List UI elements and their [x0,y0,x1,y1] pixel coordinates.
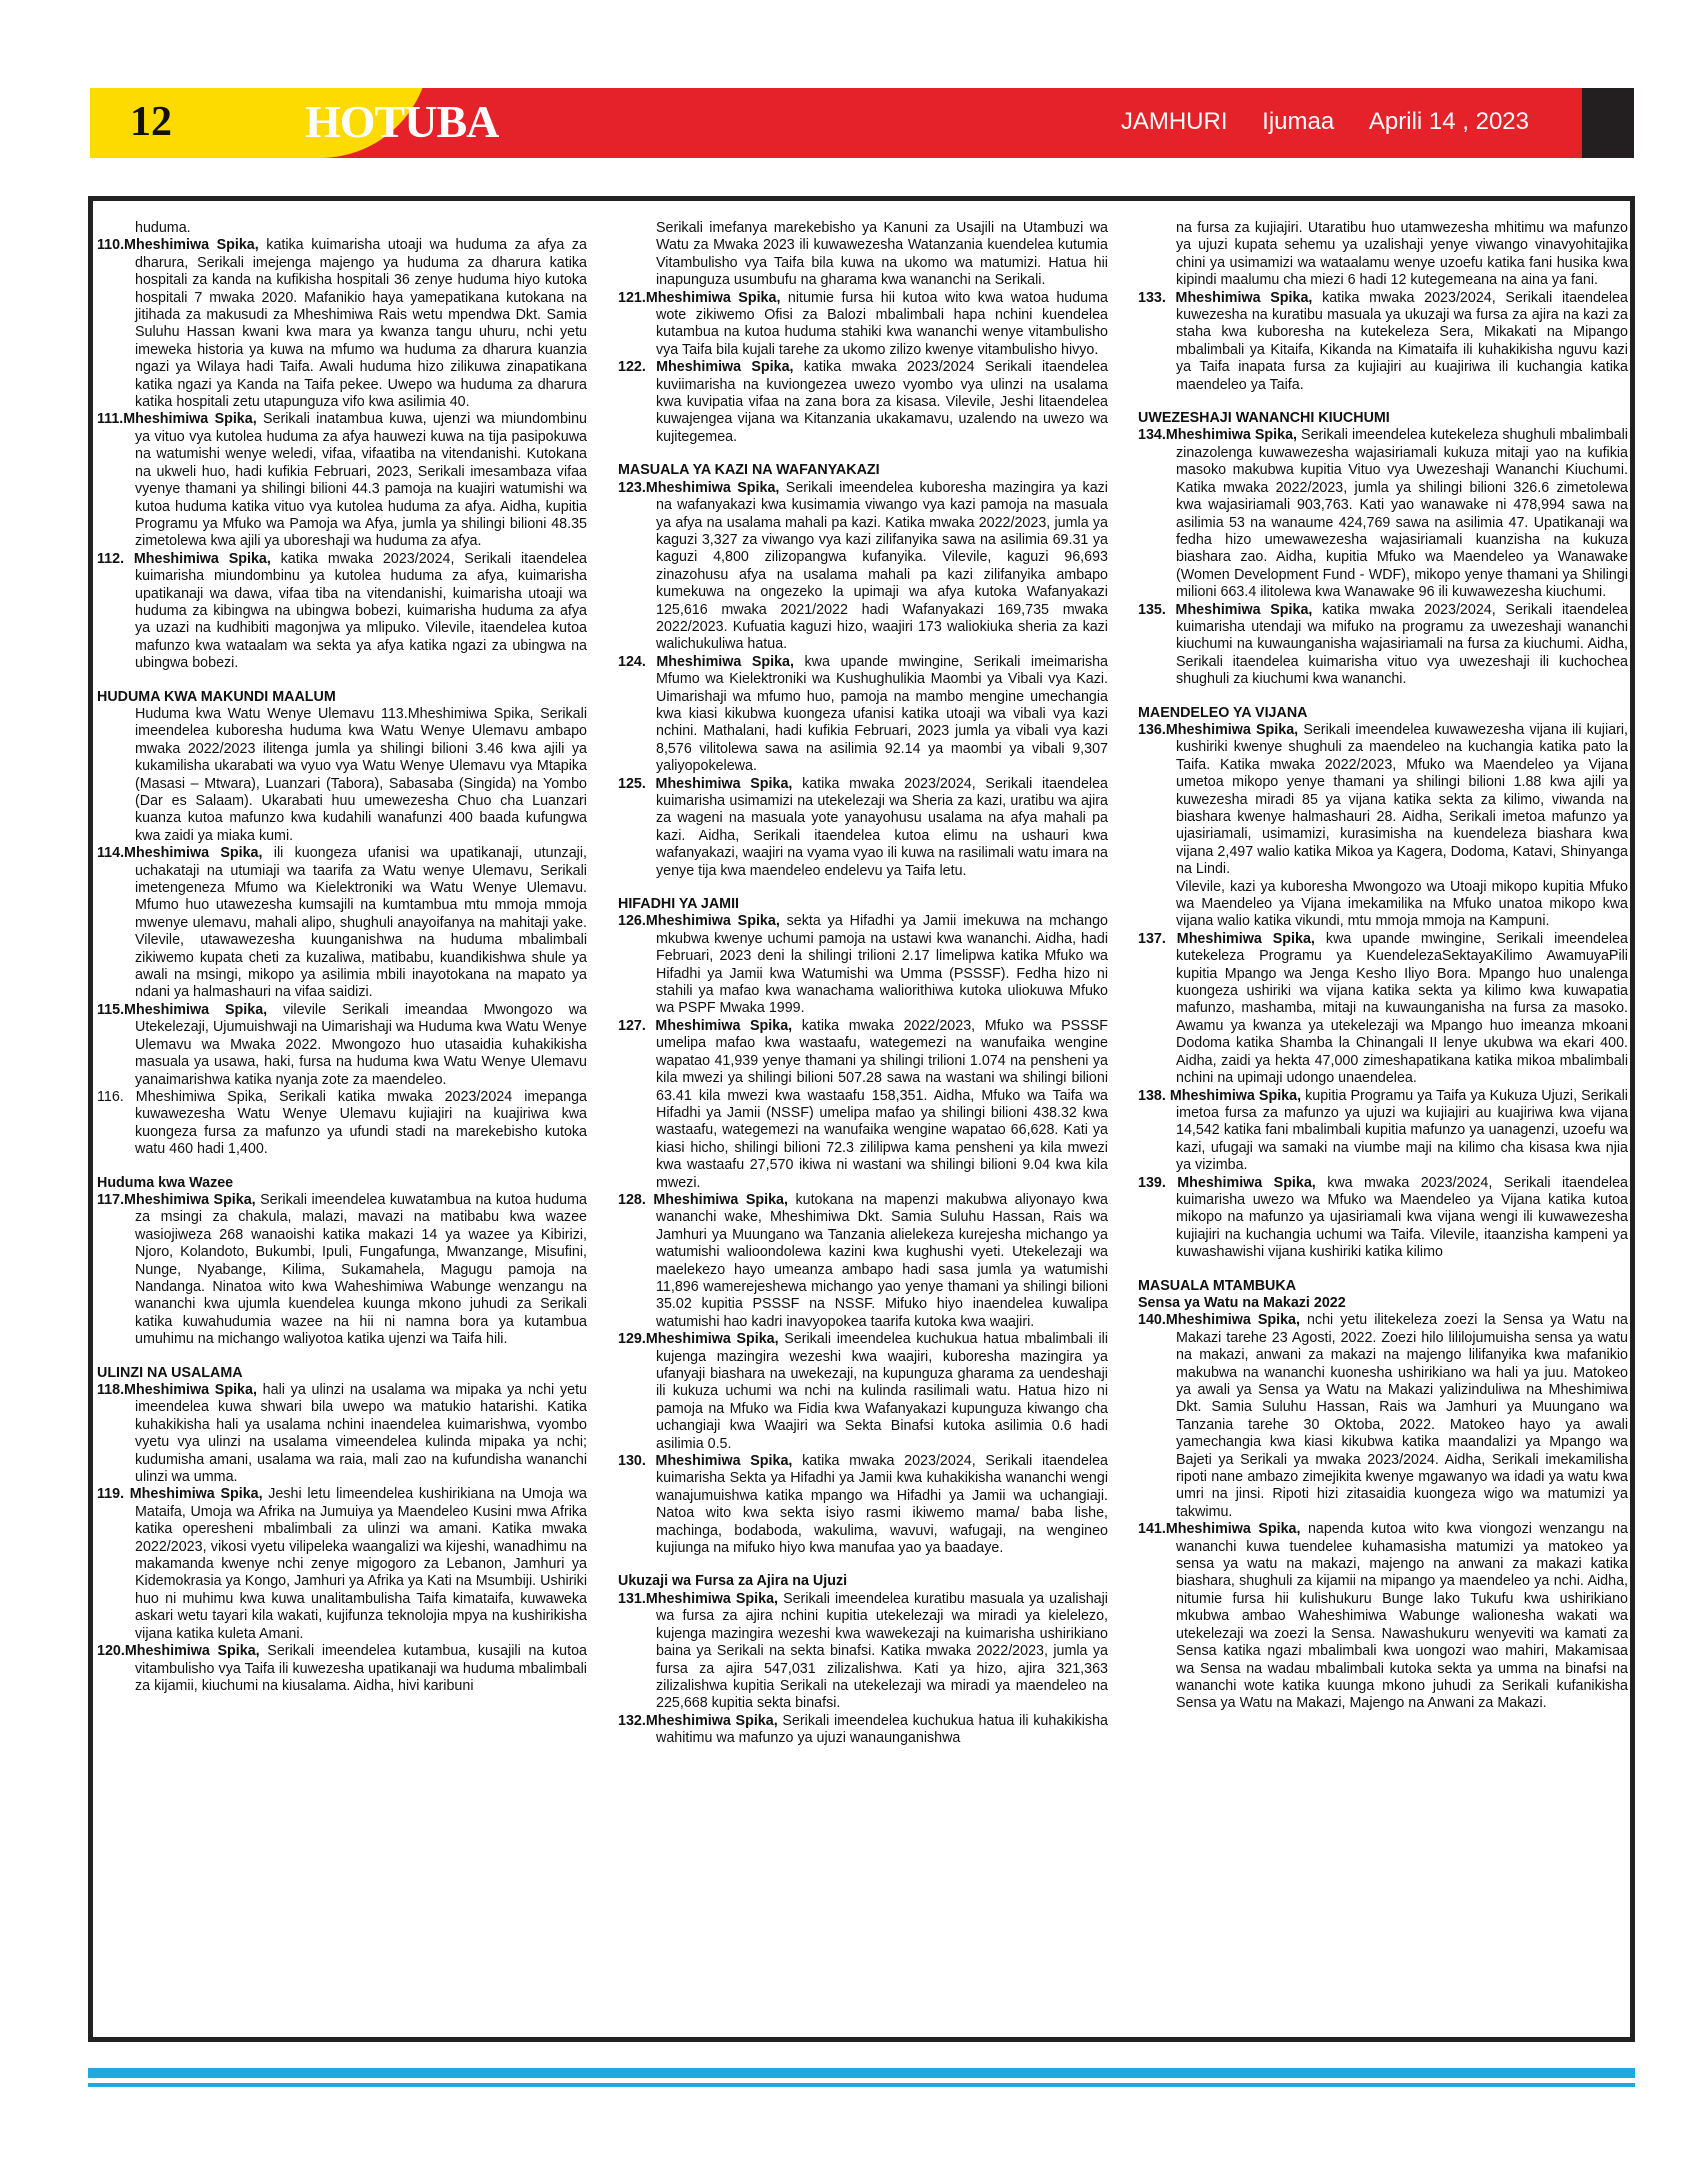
numbered-paragraph [618,480,1108,654]
paragraph-text: katika mwaka 2022/2023, Mfuko wa PSSSF umelipa mafao kwa wastaafu, wategemezi na wanufaika wengine wapatao 41,939 yenye thamani ya shilingi trilioni 1.074 na pensheni ya kila mwezi ya shilingi bilioni 507.28 sawa na wastani wa shilingi bilioni 63.41 kila mwezi kwa wastaafu 158,351. Aidha, Mfuko wa Taifa wa Hifadhi ya Jamii (NSSF) umelipa mafao ya shilingi bilioni 438.32 kwa wastaafu, wategemezi na wanufaika wengine wapatao 66,628. Kati ya kiasi hicho, shilingi bilioni 72.3 zililipwa kama pensheni ya kila mwezi kwa wastaafu 27,570 ikiwa ni wastani wa shilingi bilioni 9.04 kwa kila mwezi. [656,1017,1108,1191]
section-heading: ULINZI NA USALAMA [97,1364,243,1381]
section-heading: MAENDELEO YA VIJANA [1138,704,1308,721]
paragraph-number: 130. [618,1453,646,1470]
paragraph-number: 111. [97,411,124,428]
paragraph-text: kwa mwaka 2023/2024, Serikali itaendelea kuimarisha uwezo wa Mfuko wa Maendeleo ya Vijana katika kutoa mikopo na mafunzo ya ujasiriamali kwa vijana wengi ili kuwawezesha kujiajiri na kuchangia uchumi wa Taifa. Vilevile, itaanzisha kampeni ya kuwashawishi vijana kushiriki katika kilimo [1176,1174,1628,1261]
section-heading: Sensa ya Watu na Makazi 2022 [1138,1294,1346,1311]
paragraph-text: katika mwaka 2023/2024, Serikali itaendelea kuimarisha Sekta ya Hifadhi ya Jamii kwa kuhakikisha wananchi wengi wanajumuishwa katika mpango wa Hifadhi ya Jamii wa uchangiaji. Natoa wito kwa sekta isiyo rasmi ikiwemo mama/ baba lishe, machinga, bodaboda, wakulima, wavuvi, wafugaji, na wengineo kujiunga na mifuko hiyo kwa manufaa yao ya baadaye. [656,1453,1108,1557]
paragraph-text: Serikali imeendelea kuwatambua na kutoa huduma za msingi za chakula, malazi, mavazi na matibabu kwa wazee wasiojiweza 268 wanaoishi katika makazi 14 ya wazee ya Kibirizi, Njoro, Kolandoto, Bukumbi, Ipuli, Fungafunga, Mwanzange, Misufini, Nunge, Nyabange, Kilima, Sukamahela, Magugu pamoja na Nandanga. Ninatoa wito kwa Waheshimiwa Wabunge wenzangu na wananchi kwa ujumla kuendelea kuunga mkono juhudi za Serikali katika kuwahudumia wazee na hii ni namna bora ya kutambua umuhimu na michango waliyotoa katika ujenzi wa Taifa hili. [135,1191,587,1348]
paragraph-lead: Mheshimiwa Spika, [124,845,263,862]
section-heading: HIFADHI YA JAMII [618,896,740,913]
paragraph-lead: Mheshimiwa Spika, [1165,1087,1302,1104]
paragraph-text: katika kuimarisha utoaji wa huduma za afya za dharura, Serikali imejenga majengo ya huduma za dharura katika hospitali za kanda na kufikisha hospitali 36 zenye huduma hiyo kutoka hospitali 7 mwaka 2020. Mafanikio haya yamepatikana kutokana na jitihada za makusudi za Mheshimiwa Rais wetu mpendwa Dkt. Samia Suluhu Hassan kwani kwa mara ya kwanza tangu uhuru, nchi yetu imeweka historia ya kuwa na mfumo wa huduma za dharura kuanzia ngazi ya Wilaya hadi Taifa. Awali huduma hizo zilikuwa zinapatikana katika ngazi ya Kanda na Taifa pekee. Uwepo wa huduma za dharura katika hospitali zetu utapunguza vifo kwa asilimia 40. [135,237,587,411]
paragraph-number: 118. [97,1382,125,1398]
paragraph-lead: Mheshimiwa Spika, [124,1486,263,1503]
paragraph-lead: Mheshimiwa Spika, [645,1712,778,1729]
numbered-paragraph [618,1018,1108,1192]
paragraph-text: Serikali imeendelea kuratibu masuala ya uzalishaji wa fursa za ajira nchini kupitia utekelezaji wa miradi ya kielelezo, kujenga mazingira wezeshi kwa wawekezaji na kuimarisha ushirikiano baina ya Serikali na sekta binafsi. Katika mwaka 2022/2023, jumla ya fursa za ajira 547,031 zilizalishwa. Kati ya hizo, ajira 321,363 zilizalishwa kupitia Serikali na utekelezaji wa miradi ya maendeleo na 225,668 kupitia sekta binafsi. [656,1590,1108,1712]
footer-rule-thick [88,2068,1635,2078]
paragraph-lead: Mheshimiwa Spika, [645,479,780,496]
numbered-paragraph [97,1486,587,1643]
paragraph-number: 115. [97,1001,125,1018]
section-heading: Ukuzaji wa Fursa za Ajira na Ujuzi [618,1573,848,1590]
paragraph-text: Jeshi letu limeendelea kushirikiana na Umoja wa Mataifa, Umoja wa Afrika na Jumuiya ya Maendeleo Kusini mwa Afrika katika operesheni mbalimbali za ulinzi wa amani. Katika mwaka 2022/2023, vikosi vyetu vilipeleka waangalizi wa kijeshi, wanadhimu na makamanda kwenye nchi zenye migogoro za Lebanon, Jamhuri ya Kidemokrasia ya Kongo, Jamhuri ya Afrika ya Kati na Msumbiji. Ushiriki huo ni muhimu kwa kuwa unalitambulisha Taifa kimataifa, kuwaweka askari wetu tayari kila wakati, kujifunza teknolojia mpya na kushirikisha vijana katika kuleta Amani. [135,1486,587,1642]
header-dark-block [1582,88,1634,158]
paragraph-number: 141. [1138,1521,1166,1538]
paragraph-number: 126. [618,913,646,930]
page-number: 12 [130,99,172,145]
paragraph-lead: Mheshimiwa Spika, [124,1001,268,1018]
paragraph-number: 116. [97,1088,124,1105]
numbered-paragraph [1138,931,1628,1088]
paragraph-lead: Mheshimiwa Spika, [124,550,271,567]
paragraph-text: sekta ya Hifadhi ya Jamii imekuwa na mchango mkubwa kwenye uchumi pamoja na ustawi kwa wananchi. Aidha, hadi Februari, 2023 deni la shilingi trilioni 2.17 limelipwa katika Mfuko wa Hifadhi ya Jamii kwa Watumishi wa Umma (PSSSF). Fedha hizo ni stahili ya mafao kwa wanachama waliorithiwa kutoka uliokuwa Mfuko wa PSPF Mwaka 1999. [656,913,1108,1017]
paragraph-number: 133. [1138,289,1166,306]
numbered-paragraph [618,290,1108,360]
paragraph-lead: Mheshimiwa Spika, [124,1643,260,1660]
paragraph-lead: Mheshimiwa Spika, [1165,1174,1316,1191]
paragraph-lead: Mheshimiwa Spika, [1165,289,1313,306]
paragraph-text: Serikali imeendelea kuchukua hatua ili kuhakikisha wahitimu wa mafunzo ya ujuzi wanaunganishwa [656,1712,1108,1747]
paragraph-continued: Vilevile, kazi ya kuboresha Mwongozo wa Utoaji mikopo kupitia Mfuko wa Maendeleo ya Vijana imekamilika na Mfuko unatoa mikopo kwa vijana walio katika vikundi, mtu mmoja mmoja na Kampuni. [1176,878,1628,930]
publication-date: Aprili 14 , 2023 [1368,108,1529,135]
numbered-paragraph [618,1713,1108,1748]
paragraph-lead: Mheshimiwa Spika, [123,411,257,428]
numbered-paragraph [1138,1175,1628,1262]
numbered-paragraph [1138,290,1628,394]
paragraph-number: 131. [618,1590,646,1607]
paragraph-lead: Mheshimiwa Spika, [1165,1521,1301,1538]
paragraph-text: Serikali imeendelea kuwawezesha vijana ili kujiari, kushiriki kwenye shughuli za maendeleo na kuchangia katika pato la Taifa. Katika mwaka 2022/2023, Mfuko wa Maendeleo ya Vijana umetoa mikopo yenye thamani ya shilingi bilioni 1.88 kwa ajili ya kuwezesha miradi 85 ya vijana katika sekta za kilimo, viwanda na biashara kwenye halmashauri 28. Aidha, Serikali imetoa mafunzo ya ujasiriamali, usimamizi, kurasimisha na kuendeleza biashara kwa vijana 2,497 walio katika Mikoa ya Kagera, Dodoma, Katavi, Shinyanga na Lindi. [1176,721,1628,878]
numbered-paragraph [97,411,587,550]
numbered-paragraph [1138,1521,1628,1712]
paragraph-lead: Mheshimiwa Spika, [645,653,794,670]
publication-name: JAMHURI [1120,108,1228,135]
numbered-paragraph [1138,602,1628,689]
paragraph-text: kupitia Programu ya Taifa ya Kukuza Ujuzi, Serikali imetoa fursa za mafunzo ya ujuzi wa kujiajiri au kuajiriwa kwa vijana 14,542 katika fani mbalimbali kupitia mafunzo ya uanagenzi, uzoefu wa kazi, ufugaji wa samaki na viumbe maji na kilimo cha kisasa kwa njia ya vizimba. [1176,1087,1628,1174]
paragraph-number: 129. [618,1331,646,1348]
numbered-paragraph [97,1002,587,1089]
paragraph-lead: Mheshimiwa Spika, [645,359,794,376]
publication-day: Ijumaa [1262,108,1335,135]
paragraph-number: 125. [618,775,646,792]
numbered-paragraph [1138,427,1628,601]
footer-rule-thin [88,2083,1635,2087]
paragraph-text: hali ya ulinzi na usalama wa mipaka ya nchi yetu imeendelea kuwa shwari bila uwepo wa matukio hatarishi. Katika kuhakikisha hali ya usalama nchini inaendelea kuimarishwa, vyombo vyetu vya ulinzi na usalama vimeendelea kulinda mipaka ya nchi; kudumisha amani, usalama wa raia, mali zao na kufundisha wananchi ulinzi wa umma. [135,1382,587,1486]
column-2 [618,220,1108,1748]
numbered-paragraph [618,1331,1108,1453]
column-1 [97,220,587,1695]
section-heading: Huduma kwa Wazee [97,1174,234,1191]
numbered-paragraph [97,237,587,411]
paragraph-lead: Mheshimiwa Spika, [1165,721,1299,738]
paragraph-number: 132. [618,1712,646,1729]
paragraph-lead: Mheshimiwa Spika, [645,913,780,930]
paragraph-text: katika mwaka 2023/2024 Serikali itaendelea kuviimarisha na kuviongezea uwezo vyombo vya ulinzi na usalama kwa kuvipatia vifaa na zana bora za kisasa. Vilevile, Jeshi litaendelea kuwajengea vijana wa Kitanzania ukakamavu, uzalendo na uwezo wa kujitegemea. [656,359,1108,445]
paragraph-number: 135. [1138,601,1166,618]
paragraph-lead: Mheshimiwa Spika, [124,237,259,254]
paragraph-number: 114. [97,845,125,862]
page-header [90,88,1634,158]
paragraph-lead: Mheshimiwa Spika, [645,1191,788,1208]
paragraph-text: napenda kutoa wito kwa viongozi wenzangu na wananchi kuwa tuendelee kuhamasisha matumizi ya matokeo ya sensa ya watu na makazi, majengo na anwani za makazi katika biashara, shughuli za kijamii na mipango ya maendeleo ya nchi. Aidha, nitumie fursa hii kulishukuru Bunge lako Tukufu kwa ushirikiano mkubwa ambao Waheshimiwa Wabunge walionesha wakati wa utekelezaji wa zoezi la Sensa. Nawashukuru wenyeviti wa kamati za Sensa katika ngazi mbalimbali kwa uongozi wao mahiri, Makamisaa wa Sensa na wadau mbalimbali kutoka sekta ya umma na binafsi na wananchi wote katika kuunga mkono juhudi za Serikali kufanikisha Sensa ya Watu na Makazi, Majengo na Anwani za Makazi. [1176,1521,1628,1712]
paragraph-number: 139. [1138,1174,1166,1191]
paragraph-number: 140. [1138,1312,1166,1329]
numbered-paragraph [618,1591,1108,1713]
numbered-paragraph [618,359,1108,446]
paragraph-number: 137. [1138,930,1166,947]
numbered-paragraph [97,1382,587,1486]
paragraph-lead: Mheshimiwa Spika, [645,775,793,792]
paragraph-number: 128. [618,1191,646,1208]
numbered-paragraph [618,776,1108,880]
paragraph-text: kwa upande mwingine, Serikali imeimarisha Mfumo wa Kielektroniki wa Kushughulikia Maombi ya Vibali vya Kazi. Uimarishaji wa mfumo huo, pamoja na mambo mengine umechangia kwa kiasi kikubwa kuongeza ufanisi katika utoaji wa vibali vya kazi nchini. Mathalani, hadi kufikia Februari, 2023 jumla ya vibali vya kazi 8,576 vilitolewa sawa na asilimia 92.14 ya maombi ya vibali 9,307 yaliyopokelewa. [656,653,1108,775]
paragraph-text: Serikali imeendelea kutekeleza shughuli mbalimbali zinazolenga kuwawezesha wajasiriamali kukuza mitaji yao na kufikia masoko makubwa kupitia Vituo vya Uwezeshaji Wananchi Kiuchumi. Katika mwaka 2022/2023, jumla ya shilingi bilioni 326.6 zimetolewa kwa wajasiriamali 903,763. Kati yao wanawake ni 478,994 sawa na asilimia 53 na wanaume 424,769 sawa na asilimia 47. Upatikanaji wa fedha hizo umewawezesha wajasiriamali kuanzisha na kukuza biashara zao. Aidha, kupitia Mfuko wa Maendeleo ya Wanawake (Women Development Fund - WDF), mikopo yenye thamani ya Shilingi milioni 663.4 ilitolewa kwa Wanawake 96 ili kuwawezesha kiuchumi. [1176,427,1628,601]
paragraph-text: kutokana na mapenzi makubwa aliyonayo kwa wananchi wake, Mheshimiwa Dkt. Samia Suluhu Hassan, Rais wa Jamhuri ya Muungano wa Tanzania alielekeza kurejesha michango ya watumishi walioondolewa kazini kwa kughushi vyeti. Utekelezaji wa maelekezo hayo umeanza ambapo hadi sasa jumla ya watumishi 11,896 wamerejeshewa michango yao yenye thamani ya shilingi bilioni 35.02 kupitia PSSSF na NSSF. Mifuko hiyo inaendelea kuwalipa watumishi hao kadri inavyopokea taarifa kutoka kwa waajiri. [656,1191,1108,1330]
paragraph-number: 121. [618,289,646,306]
paragraph-lead: Mheshimiwa Spika, [645,1331,779,1348]
paragraph-number: 134. [1138,427,1166,444]
paragraph-text: katika mwaka 2023/2024, Serikali itaendelea kuimarisha usimamizi na utekelezaji wa Sheria za kazi, uratibu wa ajira za wageni na masuala yote yanayohusu usalama na afya mahali pa kazi. Aidha, Serikali itaendelea kutoa elimu na ushauri kwa wafanyakazi, waajiri na vyama vyao ili kuwa na rasilimali watu imara na yenye tija kwa maendeleo endelevu ya Taifa letu. [656,775,1108,879]
paragraph-lead: Mheshimiwa Spika, [123,1088,267,1105]
paragraph-text: Serikali imeendelea kutambua, kusajili na kutoa vitambulisho vya Taifa ili kuwezesha upatikanaji wa huduma mbalimbali za kijamii, kiuchumi na kiusalama. Aidha, hivi karibuni [135,1643,587,1694]
numbered-paragraph [618,654,1108,776]
paragraph-number: 120. [97,1643,125,1660]
paragraph-text: vilevile Serikali imeandaa Mwongozo wa Utekelezaji, Ujumuishwaji na Uimarishaji wa Huduma kwa Watu Wenye Ulemavu wa Mwaka 2022. Mwongozo huo utasaidia kuhakikisha masuala ya usawa, haki, fursa na huduma kwa Watu Wenye Ulemavu yanaimarishwa katika nyanja zote za maendeleo. [135,1001,587,1088]
section-heading: MASUALA YA KAZI NA WAFANYAKAZI [618,462,880,479]
paragraph-text: katika mwaka 2023/2024, Serikali itaendelea kuimarisha utendaji wa mifuko na programu za uwezeshaji wananchi kiuchumi na kuwaunganisha wajasiriamali na fursa za kiuchumi. Aidha, Serikali itaendelea kuimarisha vituo vya uwezeshaji ili kuchochea shughuli za kiuchumi kwa wananchi. [1176,601,1628,688]
paragraph-number: 110. [97,237,125,254]
paragraph-lead: Mheshimiwa Spika, [1165,427,1297,444]
numbered-paragraph [97,1089,587,1159]
paragraph-text: Serikali imeendelea kuchukua hatua mbalimbali ili kujenga mazingira wezeshi kwa waajiri, kuboresha mazingira ya ufanyaji biashara na uwekezaji, na kupunguza gharama za uendeshaji ili kukuza uchumi wa nchi na kulinda rasilimali watu. Hatua hizo ni pamoja na Mfuko wa Fidia kwa Wafanyakazi kupunguza kiwango cha uchangiaji kwa Waajiri wa Sekta Binafsi kutoka asilimia 0.6 hadi asilimia 0.5. [656,1331,1108,1452]
paragraph-number: 122. [618,359,646,376]
paragraph-continued: huduma. [135,220,191,236]
paragraph-continued: na fursa za kujiajiri. Utaratibu huo utamwezesha mhitimu wa mafunzo ya ujuzi kupata sehemu ya uzalishaji yenye viwango vinavyohitajika chini ya usimamizi wa wataalamu wenye uzoefu katika fani husika kwa kipindi maalumu cha miezi 6 hadi 12 kutegemeana na aina ya fani. [1176,220,1628,289]
numbered-paragraph [97,1192,587,1349]
publication-info [1121,108,1529,136]
paragraph-continued: Serikali imefanya marekebisho ya Kanuni za Usajili na Utambuzi wa Watu za Mwaka 2023 ili kuwawezesha Watanzania kuendelea kutumia Vitambulisho vya Taifa bila kuwa na ukomo wa matumizi. Hatua hii inapunguza usumbufu na gharama kwa wananchi na Serikali. [656,220,1108,289]
paragraph-lead: Mheshimiwa Spika, [124,1382,257,1398]
column-3 [1138,220,1628,1713]
numbered-paragraph [1138,1312,1628,1521]
numbered-paragraph [97,1643,587,1695]
paragraph-number: 119. [97,1486,125,1503]
section-heading: MASUALA MTAMBUKA [1138,1277,1297,1294]
paragraph-number: 136. [1138,721,1166,738]
paragraph-lead: Mheshimiwa Spika, [1165,1312,1300,1329]
paragraph-lead: Mheshimiwa Spika, [645,1017,793,1034]
paragraph-continued: Huduma kwa Watu Wenye Ulemavu 113.Mheshimiwa Spika, Serikali imeendelea kuboresha huduma kwa Watu Wenye Ulemavu ambapo mwaka 2022/2023 ilitenga jumla ya shilingi bilioni 3.46 kwa ajili ya kukamilisha ukarabati wa vyuo vya Watu Wenye Ulemavu vya Mtapika (Masasi – Mtwara), Luanzari (Tabora), Sabasaba (Singida) na Yombo (Dar es Salaam). Ukarabati huu umewezesha Chuo cha Luanzari kuanza kutoa mafunzo kwa kudahili wanafunzi 400 baada kufungwa kwa zaidi ya miaka kumi. [135,705,587,844]
paragraph-lead: Mheshimiwa Spika, [1165,930,1315,947]
paragraph-text: ili kuongeza ufanisi wa upatikanaji, utunzaji, uchakataji na utumiaji wa taarifa za Watu wenye Ulemavu, Serikali imetengeneza Mfumo wa Kielektroniki wa Watu Wenye Ulemavu. Mfumo huo utawezesha kumsajili na kumtambua mtu mmoja mmoja mwenye ulemavu, mahali alipo, shughuli anayoifanya na mahitaji yake. Vilevile, utawawezesha kuunganishwa na huduma mbalimbali zikiwemo kupata cheti za kuzaliwa, matibabu, kuandikishwa shule ya awali na msingi, mikopo ya asilimia mbili inayotokana na mapato ya ndani ya halmashauri na vifaa saidizi. [135,845,587,1001]
paragraph-text: Serikali imeendelea kuboresha mazingira ya kazi na wafanyakazi kwa kusimamia viwango vya kazi pamoja na masuala ya afya na usalama mahali pa kazi. Katika mwaka 2022/2023, jumla ya kaguzi 3,327 za viwango vya kazi zilifanyika sawa na asilimia 69.31 ya kaguzi 4,800 zilizopangwa kufanyika. Vilevile, kaguzi 96,693 zinazohusu afya na usalama mahali pa kazi zilifanyika ambapo kumekuwa na ongezeko la upimaji wa afya kutoka Wafanyakazi 125,616 mwaka 2021/2022 hadi Wafanyakazi 169,735 mwaka 2022/2023. Kufuatia kaguzi hizo, waajiri 173 waliokiuka sheria za kazi walichukuliwa hatua. [656,479,1108,653]
numbered-paragraph [618,1453,1108,1557]
paragraph-text: nchi yetu ilitekeleza zoezi la Sensa ya Watu na Makazi tarehe 23 Agosti, 2022. Zoezi hilo lililojumuisha sensa ya watu na makazi, anwani za makazi na majengo lilifanyika kwa mafanikio makubwa na wananchi kuonesha ushirikiano wa hali ya juu. Matokeo ya awali ya Sensa ya Watu na Makazi yalizinduliwa na Mheshimiwa Dkt. Samia Suluhu Hassan, Rais wa Jamhuri ya Muungano wa Tanzania tarehe 30 Oktoba, 2022. Matokeo hayo ya awali yamechangia kwa kiasi kikubwa katika maandalizi ya Mpango wa Bajeti ya Serikali ya mwaka 2023/2024. Aidha, Serikali imekamilisha ripoti nane ambazo zimejikita kwenye mgawanyo wa idadi ya watu kwa umri na jinsi. Ripoti hizi zitasaidia kuongeza wigo wa matumizi ya takwimu. [1176,1312,1628,1520]
paragraph-lead: Mheshimiwa Spika, [645,1590,779,1607]
numbered-paragraph [97,551,587,673]
section-heading: UWEZESHAJI WANANCHI KIUCHUMI [1138,410,1390,427]
paragraph-number: 123. [618,479,646,496]
numbered-paragraph [1138,722,1628,879]
paragraph-number: 112. [97,550,125,567]
paragraph-lead: Mheshimiwa Spika, [124,1191,256,1208]
paragraph-text: nitumie fursa hii kutoa wito kwa watoa huduma wote zikiwemo Ofisi za Balozi mbalimbali hapa nchini kuendelea kutambua na kutoa huduma stahiki kwa wananchi wenye vitambulisho vya Taifa bila kujali tarehe za ukomo zilizo kwenye vitambulisho hivyo. [656,289,1108,358]
section-heading: HUDUMA KWA MAKUNDI MAALUM [97,688,336,705]
paragraph-text: katika mwaka 2023/2024, Serikali itaendelea kuimarisha miundombinu ya kutolea huduma za afya, kuimarisha upatikanaji wa dawa, vifaa tiba na vitendanishi, kuimarisha utoaji wa huduma za kibingwa na ubingwa bobezi, kuimarisha huduma za afya ya uzazi na kudhibiti magonjwa ya mlipuko. Vilevile, itaendelea kutoa mafunzo kwa wataalam wa sekta ya afya katika ngazi za ubingwa na ubingwa bobezi. [135,550,587,672]
paragraph-text: katika mwaka 2023/2024, Serikali itaendelea kuwezesha na kuratibu masuala ya ukuzaji wa fursa za ajira na kazi za staha kwa kuboresha na kutekeleza Sera, Mikakati na Mipango mbalimbali ya Kitaifa, Kikanda na Kimataifa ili kuhakikisha nguvu kazi ya Taifa inapata fursa za kujiajiri au kuajiriwa ili kuchangia katika maendeleo ya Taifa. [1176,289,1628,393]
paragraph-number: 127. [618,1017,646,1034]
paragraph-text: kwa upande mwingine, Serikali imeendelea kutekeleza Programu ya KuendelezaSektayaKilimo AwamuyaPili kupitia Mpango wa Jenga Kesho Iliyo Bora. Mpango huo unalenga kuongeza ushiriki wa vijana katika sekta ya kilimo kwa kuwapatia mafunzo, mashamba, mitaji na kuwaunganisha na fursa za masoko. Awamu ya kwanza ya utekelezaji wa Mpango huo imeanza mkoani Dodoma katika Shamba la Chinangali II lenye ukubwa wa ekari 400. Aidha, zaidi ya hekta 47,000 zimeshapatikana katika mikoa mbalimbali nchini na upimaji udongo unaendelea. [1176,930,1629,1087]
paragraph-text: Serikali inatambua kuwa, ujenzi wa miundombinu ya vituo vya kutolea huduma za afya hauwezi kuwa na tija pasipokuwa na watumishi wenye weledi, vifaa, vifaatiba na vitendanishi. Kutokana na ukweli huo, hadi kufikia Februari, 2023, Serikali imesambaza vifaa vyenye thamani ya shilingi bilioni 44.3 pamoja na kuajiri watumishi wa kutoa huduma katika vituo vya kutolea huduma za afya. Aidha, kupitia Programu ya Mfuko wa Pamoja wa Afya, jumla ya shilingi bilioni 48.35 zimetolewa kwa ajili ya uboreshaji wa huduma za afya. [135,411,587,550]
numbered-paragraph [97,845,587,1002]
paragraph-number: 124. [618,653,646,670]
paragraph-lead: Mheshimiwa Spika, [645,289,781,306]
paragraph-number: 117. [97,1191,125,1208]
paragraph-lead: Mheshimiwa Spika, [645,1453,793,1470]
paragraph-text: Serikali katika mwaka 2023/2024 imepanga kuwawezesha Watu Wenye Ulemavu kujiajiri na kuajiriwa kwa kuongeza fursa za mafunzo ya ufundi stadi na marekebisho kutoka watu 460 hadi 1,400. [135,1088,587,1158]
numbered-paragraph [1138,1088,1628,1175]
paragraph-lead: Mheshimiwa Spika, [1165,601,1313,618]
paragraph-number: 138. [1138,1087,1166,1104]
numbered-paragraph [618,1192,1108,1331]
numbered-paragraph [618,913,1108,1017]
section-title: HOTUBA [305,96,499,147]
